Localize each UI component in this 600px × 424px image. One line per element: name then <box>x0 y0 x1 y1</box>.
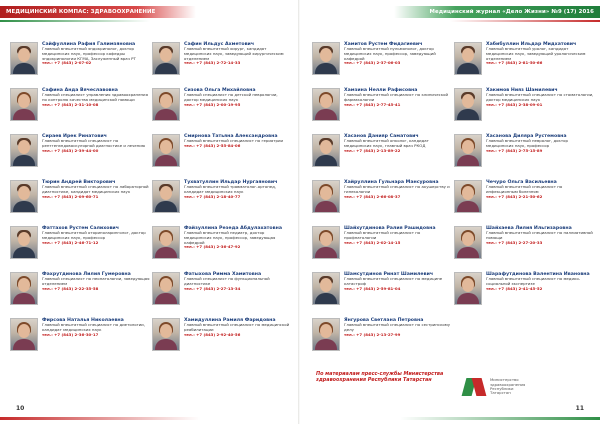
person-phone: тел.: +7 (843) 2-92-40-56 <box>184 331 241 337</box>
entry-text <box>42 134 150 167</box>
person-title: Главный внештатный онколог, кандидат медицинских наук, главный врач РКОД <box>344 138 429 148</box>
person-title: Главный внештатный эндокринолог, доктор медицинских наук, профессор кафедры эндокринологии КГМА, Заслуженный врач РТ <box>42 46 136 61</box>
logo-line-4: Татарстан <box>490 390 511 396</box>
person-name: Чечуро Ольга Васильевна <box>486 180 557 185</box>
person-phone: тел.: +7 (843) 2-00-19-95 <box>184 101 241 107</box>
portrait-photo <box>152 318 180 351</box>
portrait-photo <box>454 134 482 167</box>
entry-text <box>486 180 594 213</box>
entry-text <box>42 42 150 75</box>
person-phone: тел.: +7 (843) 2-41-45-52 <box>486 285 543 291</box>
portrait-photo <box>10 42 38 75</box>
logo-line-2: здравоохранения <box>490 381 526 387</box>
portrait-photo <box>454 226 482 259</box>
entry-text <box>42 88 150 121</box>
person-title: Главный внештатный специалист по лабораторной диагностике, кандидат медицинских наук <box>42 184 149 194</box>
entry-text <box>184 42 292 75</box>
portrait-photo <box>152 180 180 213</box>
person-name: Тухватуллин Ильдар Нургаянович <box>184 180 278 185</box>
directory-entry <box>152 180 292 213</box>
directory-entry <box>10 226 150 259</box>
entry-text <box>184 88 292 121</box>
directory-entry <box>312 272 452 305</box>
person-title: Главный внештатный оториноларинголог, доктор медицинских наук, профессор <box>42 230 146 240</box>
portrait-photo <box>152 134 180 167</box>
entry-text <box>184 318 292 351</box>
person-title: Главный внештатный специалист по медико-социальной экспертизе <box>486 276 581 286</box>
person-name: Шамсутдинов Ринат Шамилевич <box>344 272 434 277</box>
person-name: Сафина Анда Вячеславовна <box>42 88 118 93</box>
person-title: Главный специалист по детской неврологии, доктор медицинских наук <box>184 92 278 102</box>
person-name: Хамитов Рустем Фидагиевич <box>344 42 423 47</box>
person-phone: тел.: +7 (843) 2-13-27-99 <box>344 331 401 337</box>
portrait-photo <box>152 272 180 305</box>
entry-text <box>486 226 594 259</box>
person-phone: тел.: +7 (843) 2-39-44-00 <box>42 147 99 153</box>
person-title: Главный внештатный травматолог-ортопед, кандидат медицинских наук <box>184 184 277 194</box>
right-page-header: Медицинский журнал «Дело Жизни» №9 (17) 2016 <box>394 6 600 18</box>
portrait-photo <box>312 180 340 213</box>
page-number-left: 10 <box>16 405 25 412</box>
directory-entry <box>152 134 292 167</box>
person-name: Хакимов Нияз Шамилевич <box>486 88 558 93</box>
person-title: Главный внештатный уролог, кандидат медицинских наук, заведующий урологическим отделением <box>486 46 586 61</box>
portrait-photo <box>10 272 38 305</box>
directory-entry <box>454 180 594 213</box>
entry-text <box>42 226 150 259</box>
person-title: Главный внештатный специалист по медицинской реабилитации <box>184 322 290 332</box>
portrait-photo <box>454 272 482 305</box>
person-name: Файзуллина Резеда Абдулахатовна <box>184 226 282 231</box>
page-number-right: 11 <box>575 405 584 412</box>
person-name: Хайруллина Гульнара Мансуровна <box>344 180 439 185</box>
entry-text <box>344 318 452 351</box>
person-name: Смирнова Татьяна Александровна <box>184 134 278 139</box>
right-header-stripe <box>450 20 600 22</box>
person-phone: тел.: +7 (843) 2-36-30-17 <box>42 331 99 337</box>
portrait-photo <box>312 318 340 351</box>
person-title: Главный внештатный специалист по стоматологии, доктор медицинских наук <box>486 92 594 102</box>
directory-entry <box>454 272 594 305</box>
person-name: Хамзина Нелли Рафисовна <box>344 88 418 93</box>
person-name: Хасанов Данияр Саматович <box>344 134 419 139</box>
directory-entry <box>454 226 594 259</box>
left-page-header: МЕДИЦИНСКИЙ КОМПАС: ЗДРАВООХРАНЕНИЕ <box>0 6 196 18</box>
directory-entry <box>10 180 150 213</box>
portrait-photo <box>454 180 482 213</box>
person-phone: тел.: +7 (843) 2-02-14-15 <box>344 239 401 245</box>
person-title: Главный внештатный специалист по клинической фармакологии <box>344 92 448 102</box>
person-phone: тел.: +7 (843) 2-81-50-66 <box>486 60 543 66</box>
directory-entry <box>10 272 150 305</box>
entry-text <box>344 42 452 75</box>
person-phone: тел.: +7 (843) 2-66-08-37 <box>344 193 401 199</box>
person-name: Янгурова Светлана Петровна <box>344 318 424 323</box>
portrait-photo <box>10 180 38 213</box>
directory-entry <box>454 134 594 167</box>
portrait-photo <box>10 134 38 167</box>
entry-text <box>344 180 452 213</box>
directory-entry <box>312 42 452 75</box>
portrait-photo <box>312 42 340 75</box>
portrait-photo <box>312 134 340 167</box>
directory-entry <box>10 88 150 121</box>
person-phone: тел.: +7 (843) 2-36-47-92 <box>184 244 241 250</box>
directory-entry <box>312 134 452 167</box>
entry-text <box>184 134 292 167</box>
person-title: Главный внештатный специалист по паллиативной помощи <box>486 230 593 240</box>
entry-text <box>42 180 150 213</box>
person-name: Фатыхова Римма Хамитовна <box>184 272 262 277</box>
portrait-photo <box>454 42 482 75</box>
person-phone: тел.: +7 (843) 2-77-45-41 <box>344 101 401 107</box>
person-title: Главный специалист управления здравоохранения по контролю качества медицинской помощи <box>42 92 148 102</box>
person-title: Главный внештатный хирург, кандидат медицинских наук, заведующий хирургическим отделением <box>184 46 284 61</box>
logo-line-3: Республики <box>490 386 514 391</box>
person-phone: тел.: +7 (843) 2-59-81-04 <box>344 285 401 291</box>
entry-text <box>344 134 452 167</box>
person-title: Главный внештатный пульмонолог, доктор медицинских наук, профессор, заведующий кафедрой <box>344 46 436 61</box>
entry-text <box>42 318 150 351</box>
portrait-photo <box>10 318 38 351</box>
entry-text <box>344 226 452 259</box>
portrait-photo <box>152 88 180 121</box>
person-name: Сафин Ильдус Ахметович <box>184 42 255 47</box>
person-title: Главный внештатный невролог, доктор медицинских наук, профессор <box>486 138 569 148</box>
directory-entry <box>454 88 594 121</box>
directory-entry <box>312 318 452 351</box>
person-phone: тел.: +7 (843) 2-55-84-06 <box>184 143 241 148</box>
person-name: Сизова Ольга Михайловна <box>184 88 256 93</box>
person-name: Сираев Ирек Ринатович <box>42 134 107 139</box>
directory-entry <box>152 88 292 121</box>
person-title: Главный внештатный специалист по профпатологии <box>344 230 421 240</box>
ministry-logo <box>462 368 546 406</box>
directory-entry <box>10 134 150 167</box>
person-name: Фирсова Наталья Николаевна <box>42 318 124 323</box>
person-name: Хамидуллина Рамиля Фаридовна <box>184 318 276 323</box>
portrait-photo <box>152 42 180 75</box>
person-phone: тел.: +7 (843) 2-27-20-33 <box>486 239 543 245</box>
entry-text <box>344 272 452 305</box>
directory-entry <box>312 88 452 121</box>
logo-line-1: Министерство <box>490 377 519 383</box>
ministry-logo-text <box>490 378 525 396</box>
press-service-note: По материалам пресс-службы Министерства здравоохранения Республики Татарстан <box>316 371 444 383</box>
person-name: Фаттахов Рустем Салихович <box>42 226 119 231</box>
person-name: Сайфуллина Рафия Галимзяновна <box>42 42 136 47</box>
person-title: Главный внештатный специалист по акушерству и гинекологии <box>344 184 450 194</box>
person-phone: тел.: +7 (843) 2-09-60-71 <box>42 193 99 199</box>
entry-text <box>344 88 452 121</box>
person-phone: тел.: +7 (843) 2-72-14-33 <box>184 60 241 66</box>
right-footer-stripe <box>400 417 600 420</box>
person-phone: тел.: +7 (843) 2-07-02 <box>42 60 92 66</box>
person-title: Главный специалист по неонатологии, заведующая отделением <box>42 276 150 286</box>
person-phone: тел.: +7 (843) 2-37-06-03 <box>344 60 401 66</box>
person-phone: тел.: +7 (843) 2-75-15-89 <box>486 147 543 153</box>
directory-entry <box>152 226 292 259</box>
person-title: Главный внештатный педиатр, доктор медицинских наук, профессор, заведующая кафедрой <box>184 230 276 245</box>
person-title: Главный внештатный специалист по инфекционным болезням <box>486 184 563 194</box>
entry-text <box>486 134 594 167</box>
directory-entry <box>152 42 292 75</box>
person-title: Главный специалист по функциональной диагностике <box>184 276 270 286</box>
portrait-photo <box>312 226 340 259</box>
person-name: Фахрутдинова Лилия Гумеровна <box>42 272 131 277</box>
entry-text <box>184 226 292 259</box>
directory-entry <box>152 272 292 305</box>
person-phone: тел.: +7 (843) 2-18-40-77 <box>184 193 241 199</box>
portrait-photo <box>152 226 180 259</box>
portrait-photo <box>10 88 38 121</box>
entry-text <box>42 272 150 305</box>
entry-text <box>486 42 594 75</box>
person-title: Главный внештатный специалист по сестринскому делу <box>344 322 451 332</box>
person-name: Тюрин Андрей Викторович <box>42 180 116 185</box>
directory-entry <box>312 226 452 259</box>
portrait-photo <box>10 226 38 259</box>
directory-entry <box>312 180 452 213</box>
directory-entry <box>454 42 594 75</box>
person-title: Главный внештатный специалист по диетологии, кандидат медицинских наук <box>42 322 145 332</box>
directory-entry <box>10 42 150 75</box>
person-name: Шайхаева Лилия Ильгизаровна <box>486 226 572 231</box>
person-title: Главный внештатный специалист по гериатрии <box>184 138 284 144</box>
right-page <box>300 0 600 424</box>
person-phone: тел.: +7 (843) 2-46-71-12 <box>42 239 99 245</box>
person-title: Главный внештатный специалист по медицине катастроф <box>344 276 443 286</box>
entry-text <box>486 88 594 121</box>
portrait-photo <box>312 272 340 305</box>
entry-text <box>486 272 594 305</box>
person-phone: тел.: +7 (843) 2-38-09-01 <box>486 101 543 107</box>
person-title: Главный внештатный специалист по рентгенэндоваскулярной диагностике и лечению <box>42 138 146 148</box>
left-footer-stripe <box>0 417 200 420</box>
person-phone: тел.: +7 (843) 2-22-35-58 <box>42 285 99 291</box>
person-name: Хасанова Диляра Рустемовна <box>486 134 567 139</box>
person-name: Шарафутдинова Валентина Ивановна <box>486 272 590 277</box>
person-name: Хабибуллин Ильдар Мидхатович <box>486 42 577 47</box>
left-header-stripe <box>0 20 150 22</box>
person-phone: тел.: +7 (843) 2-21-50-62 <box>486 193 543 199</box>
entry-text <box>184 272 292 305</box>
person-name: Шайхутдинова Ралия Рашидовна <box>344 226 436 231</box>
directory-entry <box>10 318 150 351</box>
person-phone: тел.: +7 (843) 2-31-10-08 <box>42 101 99 107</box>
portrait-photo <box>312 88 340 121</box>
entry-text <box>184 180 292 213</box>
person-phone: тел.: +7 (843) 2-13-89-22 <box>344 147 401 153</box>
person-phone: тел.: +7 (843) 2-27-13-34 <box>184 285 241 291</box>
directory-entry <box>152 318 292 351</box>
portrait-photo <box>454 88 482 121</box>
ministry-emblem-icon <box>462 374 486 400</box>
